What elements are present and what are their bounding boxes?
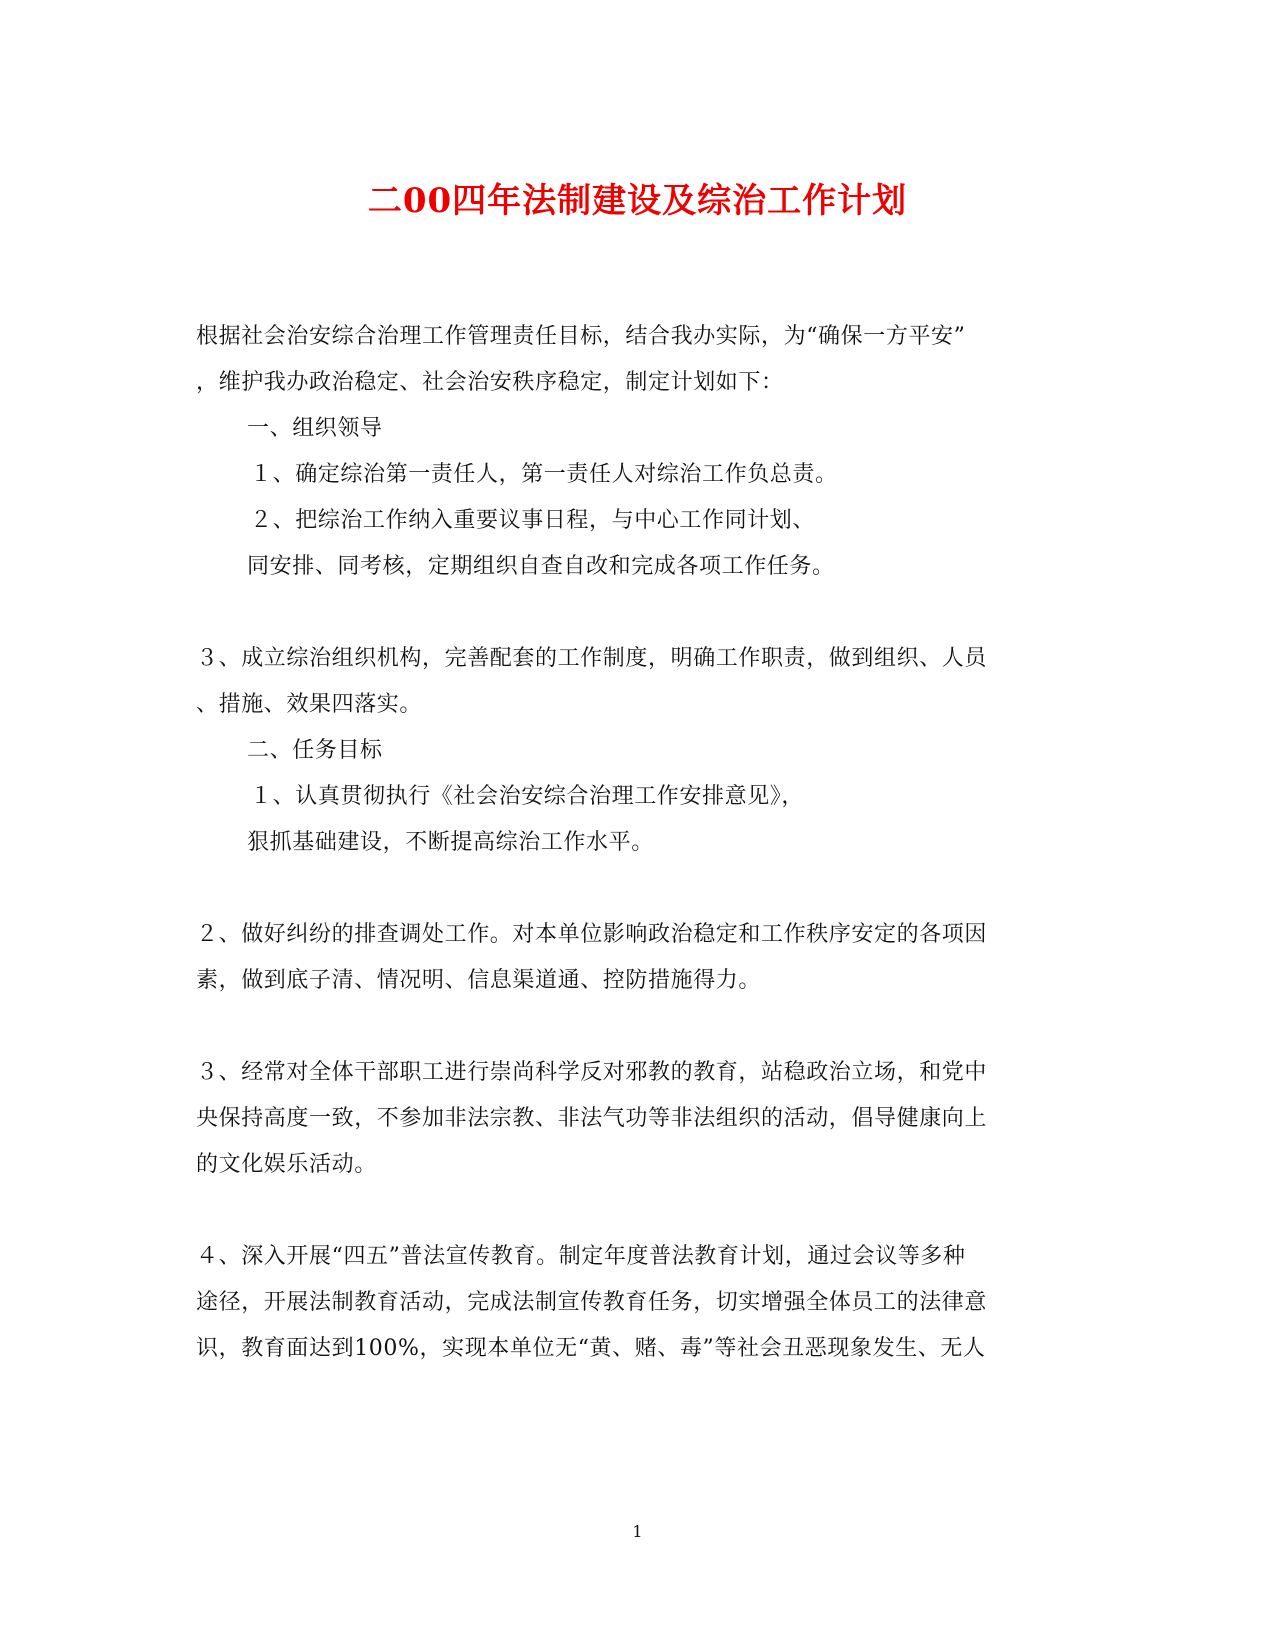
paragraph-line: ３、经常对全体干部职工进行崇尚科学反对邪教的教育，站稳政治立场，和党中	[196, 1060, 988, 1085]
paragraph-line: ，维护我办政治稳定、社会治安秩序稳定，制定计划如下：	[196, 370, 784, 395]
paragraph-line: 同安排、同考核，定期组织自查自改和完成各项工作任务。	[247, 554, 835, 579]
paragraph-line: ２、做好纠纷的排查调处工作。对本单位影响政治稳定和工作秩序安定的各项因	[196, 922, 988, 947]
paragraph-line: １、认真贯彻执行《社会治安综合治理工作安排意见》，	[250, 784, 805, 809]
paragraph-line: 央保持高度一致，不参加非法宗教、非法气功等非法组织的活动，倡导健康向上	[196, 1106, 988, 1131]
page-number: 1	[632, 1522, 643, 1541]
document-title: 二00四年法制建设及综治工作计划	[367, 181, 908, 221]
paragraph-line: 根据社会治安综合治理工作管理责任目标，结合我办实际，为“确保一方平安”	[196, 324, 966, 349]
paragraph-line: 素，做到底子清、情况明、信息渠道通、控防措施得力。	[196, 968, 762, 993]
paragraph-line: 识，教育面达到100%，实现本单位无“黄、赌、毒”等社会丑恶现象发生、无人	[196, 1336, 986, 1361]
paragraph-line: 的文化娱乐活动。	[196, 1152, 377, 1177]
paragraph-line: 途径，开展法制教育活动，完成法制宣传教育任务，切实增强全体员工的法律意	[196, 1290, 988, 1315]
section-heading: 一、组织领导	[247, 416, 383, 441]
paragraph-line: ４、深入开展“四五”普法宣传教育。制定年度普法教育计划，通过会议等多种	[196, 1244, 966, 1269]
section-heading: 二、任务目标	[247, 738, 383, 763]
paragraph-line: ３、成立综治组织机构，完善配套的工作制度，明确工作职责，做到组织、人员	[196, 646, 988, 671]
paragraph-line: ２、把综治工作纳入重要议事日程，与中心工作同计划、	[250, 508, 816, 533]
paragraph-line: 狠抓基础建设，不断提高综治工作水平。	[247, 830, 654, 855]
paragraph-line: 、措施、效果四落实。	[196, 692, 423, 717]
paragraph-line: １、确定综治第一责任人，第一责任人对综治工作负总责。	[250, 462, 838, 487]
